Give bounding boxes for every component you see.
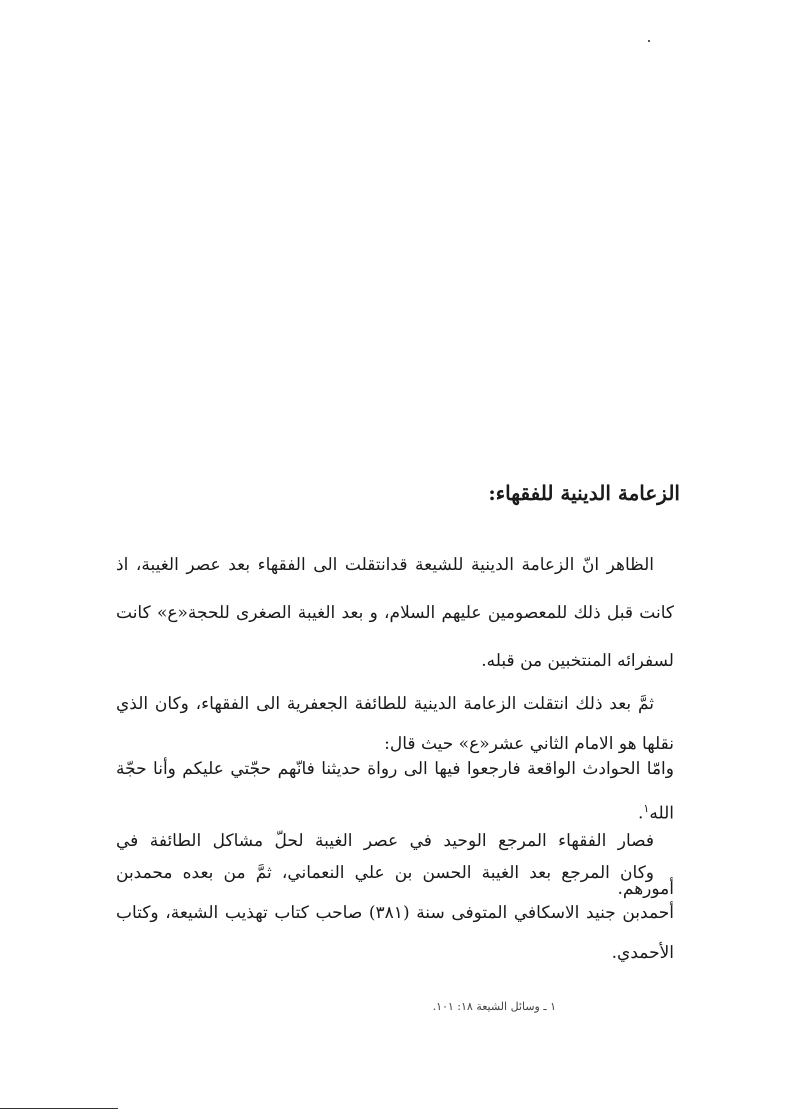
paragraph-3-quote: وامّا الحوادث الواقعة فارجعوا فيها الى رواة حديثنا فانّهم حجّتي عليكم وأنا حجّة الله$^١$.: [116, 759, 674, 824]
paragraph-5: وكان المرجع بعد الغيبة الحسن بن علي النعماني، ثمَّ من بعده محمدبن أحمدبن جنيد الاسكافي المتوفى سنة (٣٨١) صاحب كتاب تهذيب الشيعة، وكتاب الأحمدي.: [116, 863, 675, 963]
paragraph-1: الظاهر انّ الزعامة الدينية للشيعة قدانتقلت الى الفقهاء بعد عصر الغيبة، اذ كانت قبل ذلك للمعصومين عليهم السلام، و بعد الغيبة الصغرى للحجة«ع» كانت لسفرائه المنتخبين من قبله.: [116, 555, 674, 671]
quote-text: وامّا الحوادث الواقعة فارجعوا فيها الى رواة حديثنا فانّهم حجّتي عليكم وأنا حجّة الله: [116, 759, 674, 824]
footnote-reference: ١: [643, 802, 650, 815]
scan-speck: [648, 40, 650, 42]
footnote: ١ ـ وسائل الشيعة ١٨: ١٠١.: [432, 1000, 556, 1013]
paragraph-4: فصار الفقهاء المرجع الوحيد في عصر الغيبة لحلّ مشاكل الطائفة في أمورهم.: [116, 831, 674, 899]
section-heading: الزعامة الدينية للفقهاء:: [488, 481, 680, 505]
paragraph-2: ثمَّ بعد ذلك انتقلت الزعامة الدينية للطائفة الجعفرية الى الفقهاء، وكان الذي نقلها هو الامام الثاني عشر«ع» حيث قال:: [116, 694, 674, 754]
bottom-rule: [0, 1108, 118, 1109]
